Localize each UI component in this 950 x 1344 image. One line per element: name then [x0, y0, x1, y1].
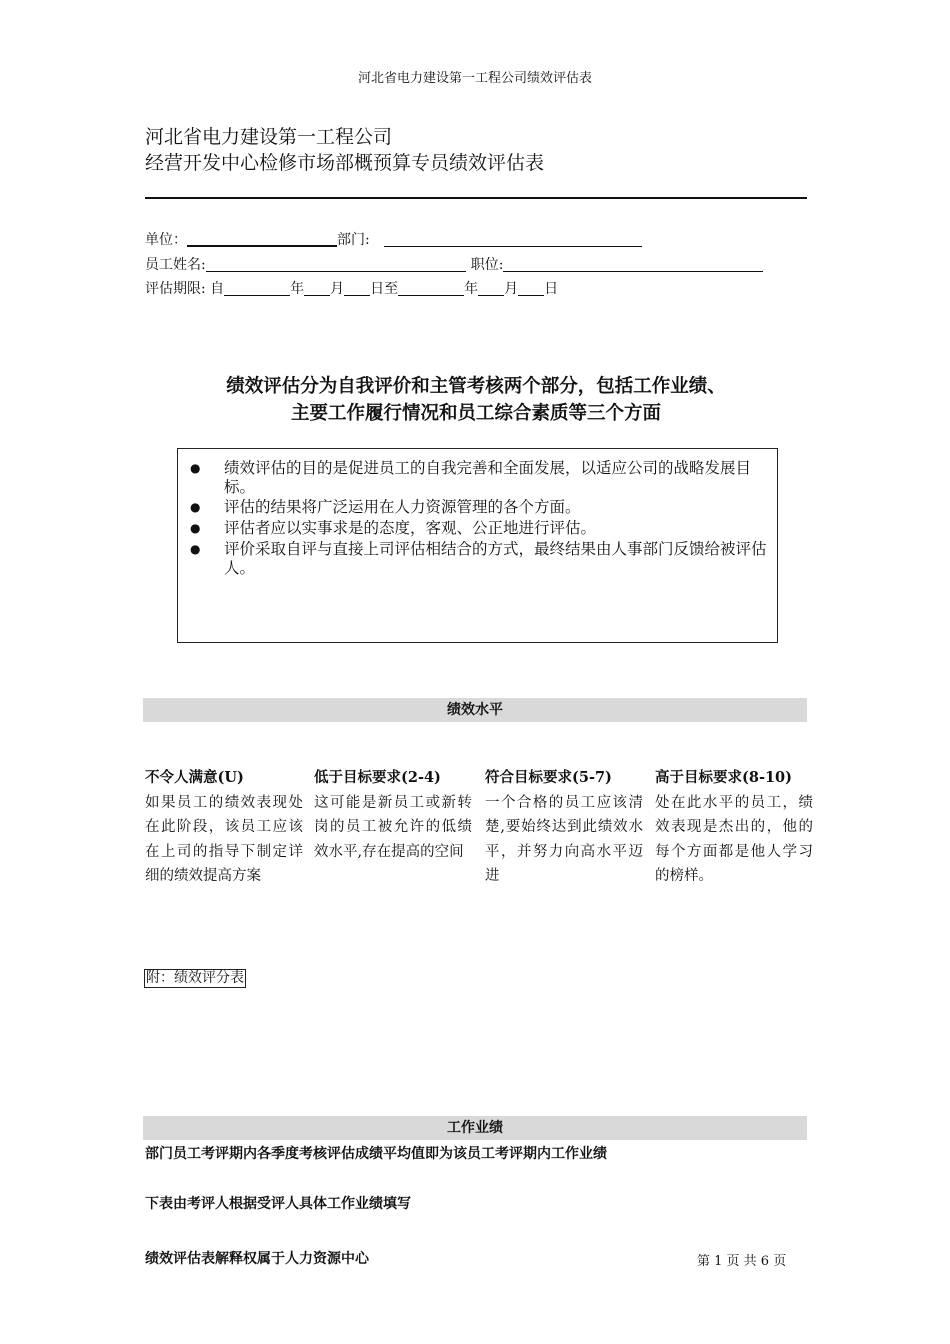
bullet-icon: ●	[190, 461, 201, 475]
month-label: 月	[504, 281, 519, 297]
document-title-company: 河北省电力建设第一工程公司	[145, 126, 393, 148]
guidelines-box	[177, 448, 778, 643]
performance-level-header: 绩效水平	[143, 698, 807, 722]
bullet-icon: ●	[190, 521, 201, 535]
position-blank[interactable]	[503, 257, 763, 272]
end-day-blank[interactable]	[518, 281, 544, 296]
intro-line: 主要工作履行情况和员工综合素质等三个方面	[290, 403, 661, 424]
dept-blank[interactable]	[384, 232, 642, 247]
field-row-name-position	[145, 254, 763, 274]
start-year-blank[interactable]	[224, 281, 290, 296]
level-above-target	[655, 766, 813, 889]
dept-label: 部门:	[337, 232, 370, 248]
month-label: 月	[330, 281, 345, 297]
document-title-form: 经营开发中心检修市场部概预算专员绩效评估表	[145, 152, 545, 174]
field-row-unit-dept	[145, 229, 642, 249]
period-label: 评估期限: 自	[145, 281, 225, 297]
employee-name-blank[interactable]	[206, 257, 466, 272]
start-day-blank[interactable]	[344, 281, 370, 296]
level-description: 一个合格的员工应该清楚,要始终达到此绩效水平，并努力向高水平迈进	[485, 794, 643, 884]
end-month-blank[interactable]	[478, 281, 504, 296]
bullet-icon: ●	[190, 500, 201, 514]
position-label: 职位:	[470, 257, 504, 273]
level-heading: 符合目标要求(5-7)	[485, 769, 612, 786]
guideline-item: ● 评估的结果将广泛运用在人力资源管理的各个方面。	[190, 498, 581, 516]
level-description: 处在此水平的员工，绩效表现是杰出的，他的每个方面都是他人学习的榜样。	[655, 794, 813, 884]
level-meets-target	[485, 766, 643, 889]
page-number: 第 1 页 共 6 页	[697, 1254, 787, 1269]
end-year-blank[interactable]	[398, 281, 464, 296]
employee-name-label: 员工姓名:	[145, 257, 206, 273]
guideline-item: ● 绩效评估的目的是促进员工的自我完善和全面发展，以适应公司的战略发展目标。	[190, 459, 752, 496]
year-label: 年	[290, 281, 305, 297]
title-divider	[145, 197, 807, 199]
start-month-blank[interactable]	[304, 281, 330, 296]
field-row-period	[145, 278, 558, 298]
year-label: 年	[464, 281, 479, 297]
unit-blank[interactable]	[187, 231, 337, 247]
intro-line: 绩效评估分为自我评价和主管考核两个部分，包括工作业绩、	[226, 376, 726, 397]
level-description: 如果员工的绩效表现处在此阶段，该员工应该在上司的指导下制定详细的绩效提高方案	[145, 794, 303, 884]
level-below-target	[314, 766, 472, 864]
level-heading: 高于目标要求(8-10)	[655, 769, 793, 786]
level-description: 这可能是新员工或新转岗的员工被允许的低绩效水平,存在提高的空间	[314, 794, 472, 860]
level-heading: 低于目标要求(2-4)	[314, 769, 441, 786]
work-performance-instruction: 下表由考评人根据受评人具体工作业绩填写	[145, 1196, 411, 1212]
guideline-item: ● 评估者应以实事求是的态度，客观、公正地进行评估。	[190, 519, 597, 537]
guideline-item: ● 评价采取自评与直接上司评估相结合的方式，最终结果由人事部门反馈给被评估人。	[190, 540, 767, 577]
day-to-label: 日至	[370, 281, 399, 297]
level-heading: 不令人满意(U)	[145, 769, 244, 786]
footer-interpretation-note: 绩效评估表解释权属于人力资源中心	[145, 1251, 369, 1267]
level-unsatisfactory	[145, 766, 303, 889]
running-header: 河北省电力建设第一工程公司绩效评估表	[357, 71, 592, 86]
evaluation-intro	[145, 373, 807, 427]
work-performance-note: 部门员工考评期内各季度考核评估成绩平均值即为该员工考评期内工作业绩	[145, 1146, 607, 1162]
work-performance-header: 工作业绩	[143, 1116, 807, 1140]
appendix-scoring-table-link[interactable]: 附：绩效评分表	[146, 970, 244, 986]
day-label: 日	[544, 281, 559, 297]
bullet-icon: ●	[190, 542, 201, 556]
unit-label: 单位：	[145, 232, 187, 248]
